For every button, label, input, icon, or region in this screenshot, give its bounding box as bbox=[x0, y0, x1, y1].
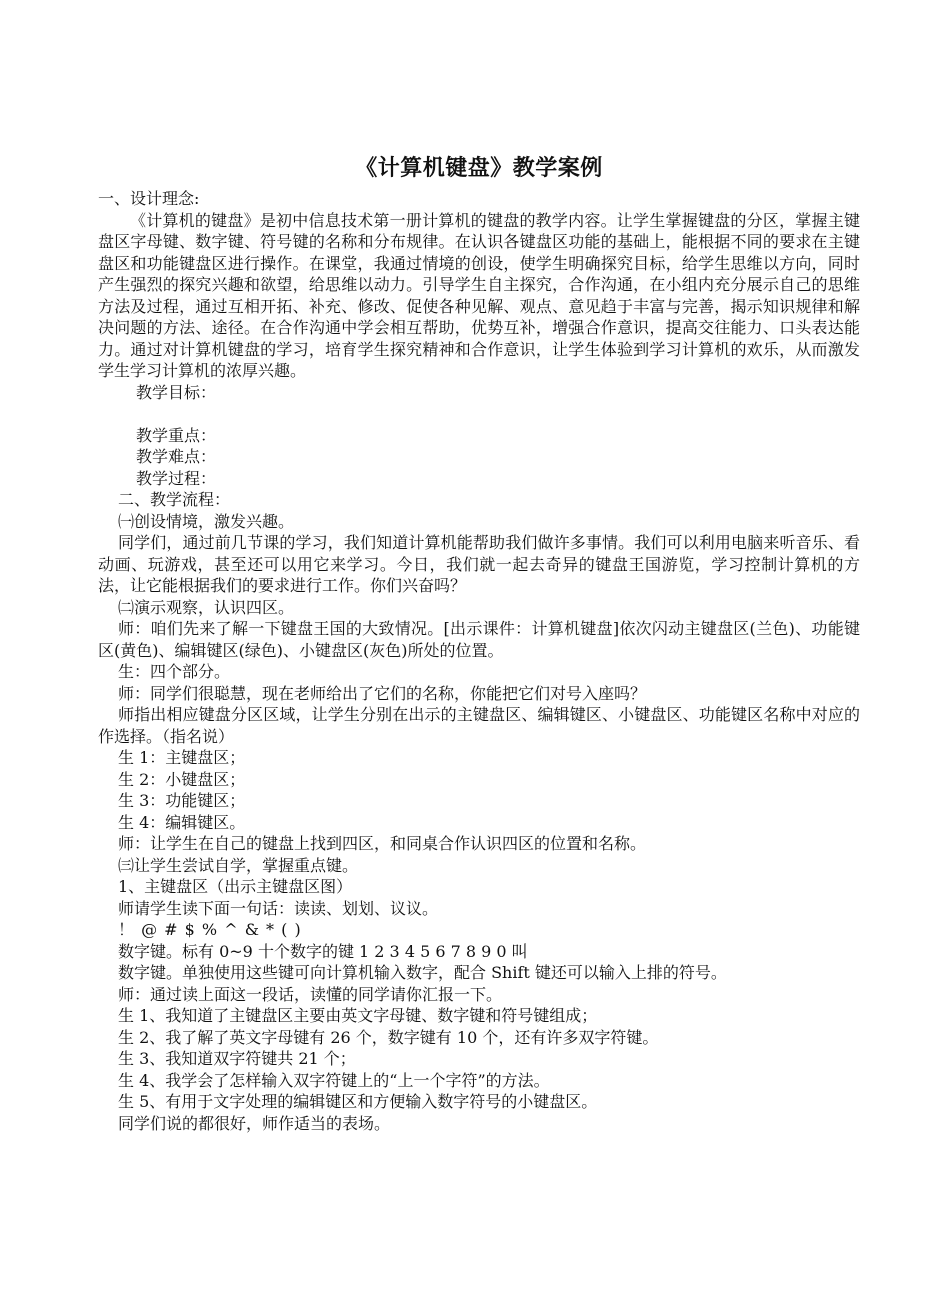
teacher-instruction: 师指出相应键盘分区区域，让学生分别在出示的主键盘区、编辑键区、小键盘区、功能键区名称中对应的作选择。（指名说） bbox=[98, 705, 860, 746]
item-main-keyboard: 1、主键盘区（出示主键盘区图） bbox=[118, 877, 353, 896]
teaching-key-points-label: 教学重点： bbox=[136, 425, 217, 445]
step-heading-3: ㈢让学生尝试自学，掌握重点键。 bbox=[118, 855, 359, 875]
student-answer-1: 生 1：主键盘区； bbox=[118, 748, 246, 767]
step-heading-2: ㈡演示观察，认识四区。 bbox=[118, 597, 295, 617]
teaching-process-label: 教学过程： bbox=[136, 468, 217, 488]
symbol-keys-line: ！ @ # $ % ^ & * ( ) bbox=[118, 920, 302, 939]
blank-line bbox=[98, 403, 860, 425]
teacher-report-request: 师：通过读上面这一段话，读懂的同学请你汇报一下。 bbox=[118, 984, 503, 1004]
student-answer-four: 生：四个部分。 bbox=[118, 662, 231, 681]
student-answer-4: 生 4：编辑键区。 bbox=[118, 812, 246, 832]
section-heading-flow: 二、教学流程： bbox=[118, 490, 231, 509]
teacher-praise: 同学们说的都很好，师作适当的表场。 bbox=[118, 1113, 391, 1133]
teacher-read-instruction: 师请学生读下面一句话：读读、划划、议议。 bbox=[118, 898, 439, 918]
step-heading-1: ㈠创设情境，激发兴趣。 bbox=[118, 511, 295, 531]
teaching-difficulties-label: 教学难点： bbox=[136, 447, 217, 466]
document-title: 《计算机键盘》教学案例 bbox=[355, 156, 603, 181]
section-heading-design: 一、设计理念: bbox=[98, 189, 200, 208]
student-report-5: 生 5、有用于文字处理的编辑键区和方便输入数字符号的小键盘区。 bbox=[118, 1092, 598, 1111]
student-report-3: 生 3、我知道双字符键共 21 个； bbox=[118, 1049, 356, 1068]
step2-paragraph: 师：咱们先来了解一下键盘王国的大致情况。[出示课件：计算机键盘]依次闪动主键盘区(兰色)、功能键区(黄色)、编辑键区(绿色)、小键盘区(灰色)所处的位置。 bbox=[98, 619, 860, 660]
step1-paragraph: 同学们，通过前几节课的学习，我们知道计算机能帮助我们做许多事情。我们可以利用电脑来听音乐、看动画、玩游戏，甚至还可以用它来学习。今日，我们就一起去奇异的键盘王国游览，学习控制计算机的方法，让它能根据我们的要求进行工作。你们兴奋吗？ bbox=[98, 533, 860, 595]
digit-keys-line: 数字键。标有 0~9 十个数字的键 1 2 3 4 5 6 7 8 9 0 叫 bbox=[118, 941, 528, 961]
teacher-question: 师：同学们很聪慧，现在老师给出了它们的名称，你能把它们对号入座吗？ bbox=[118, 683, 647, 703]
teaching-goals-label: 教学目标： bbox=[136, 382, 217, 402]
student-answer-2: 生 2：小键盘区； bbox=[118, 769, 246, 789]
student-report-1: 生 1、我知道了主键盘区主要由英文字母键、数字键和符号键组成； bbox=[118, 1006, 598, 1025]
teacher-find-zones: 师：让学生在自己的键盘上找到四区，和同桌合作认识四区的位置和名称。 bbox=[118, 834, 647, 853]
digit-keys-usage: 数字键。单独使用这些键可向计算机输入数字，配合 Shift 键还可以输入上排的符号。 bbox=[118, 963, 727, 982]
student-report-2: 生 2、我了解了英文字母键有 26 个，数字键有 10 个，还有许多双字符键。 bbox=[118, 1027, 659, 1047]
student-answer-3: 生 3：功能键区； bbox=[118, 791, 246, 810]
intro-paragraph: 《计算机的键盘》是初中信息技术第一册计算机的键盘的教学内容。让学生掌握键盘的分区，掌握主键盘区字母键、数字键、符号键的名称和分布规律。在认识各键盘区功能的基础上，能根据不同的要求在主键盘区和功能键盘区进行操作。在课堂，我通过情境的创设，使学生明确探究目标，给学生思维以方向，同时产生强烈的探究兴趣和欲望，给思维以动力。引导学生自主探究，合作沟通，在小组内充分展示自己的思维方法及过程，通过互相开拓、补充、修改、促使各种见解、观点、意见趋于丰富与完善，揭示知识规律和解决问题的方法、途径。在合作沟通中学会相互帮助，优势互补，增强合作意识，提高交往能力、口头表达能力。通过对计算机键盘的学习，培育学生探究精神和合作意识，让学生体验到学习计算机的欢乐，从而激发学生学习计算机的浓厚兴趣。 bbox=[98, 210, 860, 380]
document-page bbox=[98, 152, 860, 1134]
student-report-4: 生 4、我学会了怎样输入双字符键上的“上一个字符”的方法。 bbox=[118, 1070, 550, 1090]
